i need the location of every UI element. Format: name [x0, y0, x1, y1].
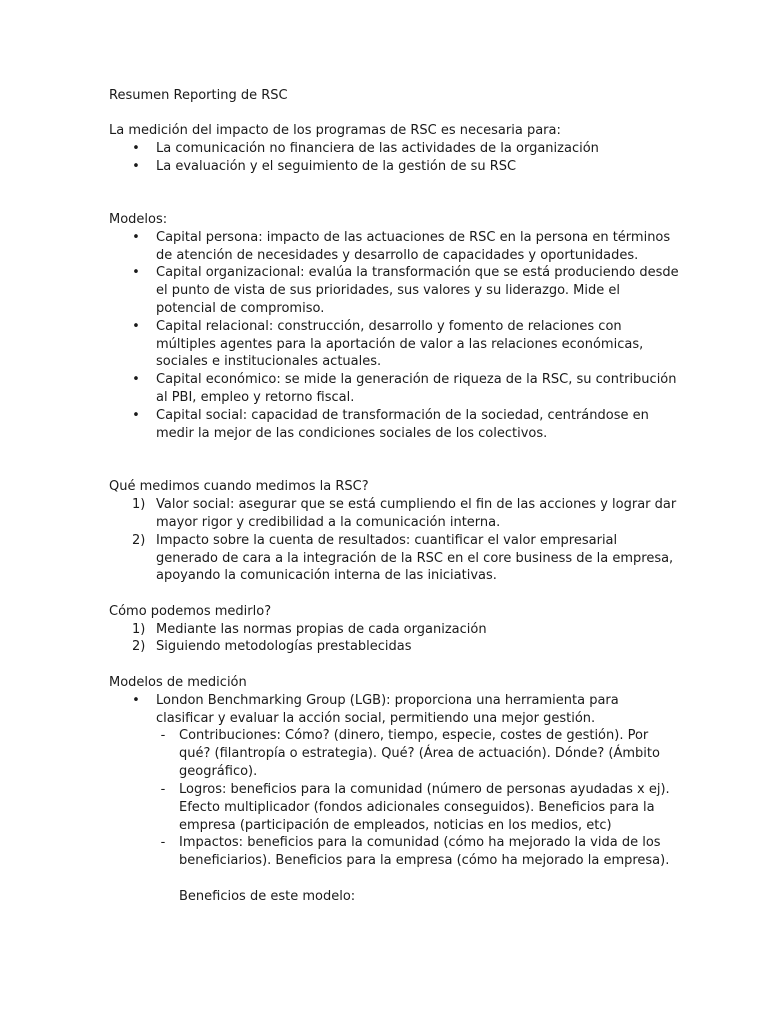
bullet-marker: • [132, 159, 140, 174]
modelo-capital-social-line: Capital social: capacidad de transformación de la sociedad, centrándose en [156, 408, 649, 423]
modelo-capital-relacional-line: Capital relacional: construcción, desarrollo y fomento de relaciones con [156, 319, 622, 334]
modelo-capital-organizacional-line: Capital organizacional: evalúa la transformación que se está produciendo desde [156, 265, 679, 280]
modelo-capital-social-line: medir la mejor de las condiciones sociales de los colectivos. [156, 426, 548, 441]
como-medirlo-heading: Cómo podemos medirlo? [109, 604, 272, 619]
modelo-capital-persona-line: Capital persona: impacto de las actuaciones de RSC en la persona en términos [156, 230, 671, 245]
modelo-capital-organizacional-line: potencial de compromiso. [156, 301, 325, 316]
modelo-capital-relacional-line: múltiples agentes para la aportación de valor a las relaciones económicas, [156, 337, 644, 352]
lbg-logros-line: empresa (participación de empleados, noticias en los medios, etc) [179, 818, 612, 833]
bullet-marker: • [132, 265, 140, 280]
lbg-logros-line: Efecto multiplicador (fondos adicionales conseguidos). Beneficios para la [179, 800, 655, 815]
como-medirlo-item-2: Siguiendo metodologías prestablecidas [156, 639, 412, 654]
que-medimos-impacto-line: generado de cara a la integración de la RSC en el core business de la empresa, [156, 551, 674, 566]
bullet-marker: • [132, 408, 140, 423]
lbg-contribuciones-line: Contribuciones: Cómo? (dinero, tiempo, especie, costes de gestión). Por [179, 728, 649, 743]
modelo-capital-organizacional-line: el punto de vista de sus prioridades, sus valores y su liderazgo. Mide el [156, 283, 620, 298]
lbg-impactos-line: beneficiarios). Beneficios para la empresa (cómo ha mejorado la empresa). [179, 853, 670, 868]
intro-item-2: La evaluación y el seguimiento de la gestión de su RSC [156, 159, 517, 174]
lbg-beneficios-heading: Beneficios de este modelo: [179, 889, 356, 904]
numbered-marker: 1) [132, 622, 146, 637]
dash-marker: - [160, 782, 166, 797]
bullet-marker: • [132, 372, 140, 387]
que-medimos-impacto-line: apoyando la comunicación interna de las iniciativas. [156, 568, 497, 583]
modelo-capital-economico-line: Capital económico: se mide la generación de riqueza de la RSC, su contribución [156, 372, 677, 387]
numbered-marker: 1) [132, 497, 146, 512]
modelo-capital-economico-line: al PBI, empleo y retorno fiscal. [156, 390, 355, 405]
numbered-marker: 2) [132, 533, 146, 548]
dash-marker: - [160, 728, 166, 743]
modelos-heading: Modelos: [109, 212, 168, 227]
modelos-medicion-heading: Modelos de medición [109, 675, 247, 690]
intro-item-1: La comunicación no financiera de las actividades de la organización [156, 141, 599, 156]
bullet-marker: • [132, 230, 140, 245]
modelo-capital-relacional-line: sociales e institucionales actuales. [156, 354, 382, 369]
modelo-capital-persona-line: de atención de necesidades y desarrollo de capacidades y oportunidades. [156, 248, 639, 263]
lbg-impactos-line: Impactos: beneficios para la comunidad (cómo ha mejorado la vida de los [179, 835, 661, 850]
que-medimos-valor-social-line: mayor rigor y credibilidad a la comunicación interna. [156, 515, 501, 530]
que-medimos-heading: Qué medimos cuando medimos la RSC? [109, 479, 369, 494]
lbg-description-line: clasificar y evaluar la acción social, permitiendo una mejor gestión. [156, 711, 596, 726]
lbg-logros-line: Logros: beneficios para la comunidad (número de personas ayudadas x ej). [179, 782, 670, 797]
bullet-marker: • [132, 693, 140, 708]
intro-heading: La medición del impacto de los programas de RSC es necesaria para: [109, 123, 561, 138]
bullet-marker: • [132, 141, 140, 156]
lbg-contribuciones-line: qué? (filantropía o estrategia). Qué? (Área de actuación). Dónde? (Ámbito [179, 746, 660, 761]
que-medimos-impacto-line: Impacto sobre la cuenta de resultados: cuantificar el valor empresarial [156, 533, 618, 548]
bullet-marker: • [132, 319, 140, 334]
numbered-marker: 2) [132, 639, 146, 654]
que-medimos-valor-social-line: Valor social: asegurar que se está cumpliendo el fin de las acciones y lograr dar [156, 497, 677, 512]
como-medirlo-item-1: Mediante las normas propias de cada organización [156, 622, 487, 637]
document-title: Resumen Reporting de RSC [109, 88, 288, 103]
dash-marker: - [160, 835, 166, 850]
lbg-contribuciones-line: geográfico). [179, 764, 258, 779]
lbg-description-line: London Benchmarking Group (LGB): proporciona una herramienta para [156, 693, 619, 708]
